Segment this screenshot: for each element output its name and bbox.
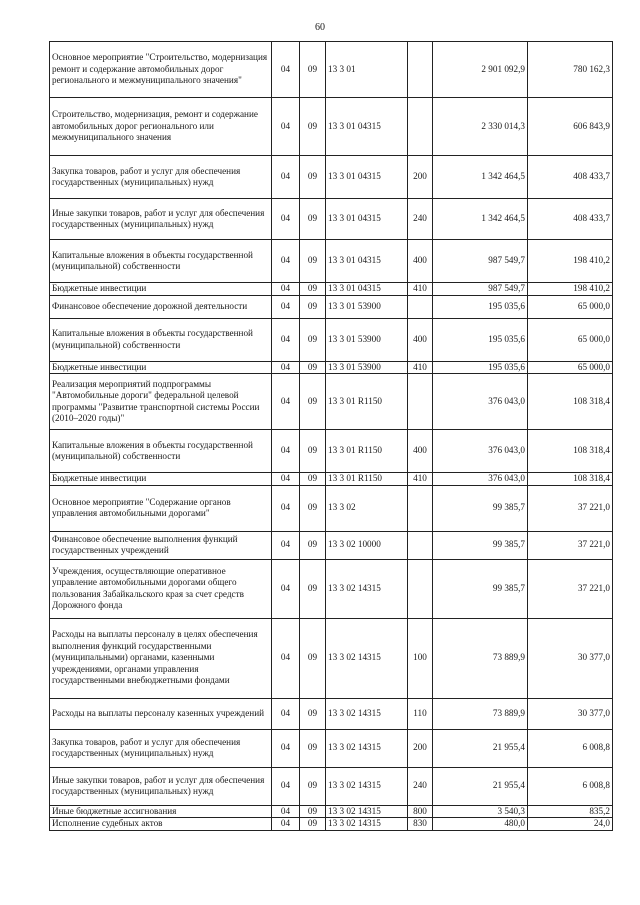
subsection-code: 09 [300, 818, 326, 831]
section-code: 04 [272, 199, 300, 240]
expense-type-code [408, 559, 433, 618]
expense-type-code: 200 [408, 156, 433, 199]
section-code: 04 [272, 295, 300, 318]
row-name: Бюджетные инвестиции [50, 361, 272, 374]
row-name: Основное мероприятие "Содержание органов управления автомобильными дорогами" [50, 485, 272, 531]
amount-executed: 37 221,0 [528, 559, 613, 618]
amount-executed: 606 843,9 [528, 98, 613, 156]
row-name: Закупка товаров, работ и услуг для обеспечения государственных (муниципальных) нужд [50, 156, 272, 199]
amount-executed: 65 000,0 [528, 361, 613, 374]
table-row [50, 767, 613, 805]
table-body [50, 42, 613, 831]
expense-type-code: 240 [408, 767, 433, 805]
subsection-code: 09 [300, 805, 326, 818]
amount-planned: 376 043,0 [433, 374, 528, 430]
expense-type-code [408, 98, 433, 156]
amount-planned: 2 901 092,9 [433, 42, 528, 98]
section-code: 04 [272, 98, 300, 156]
amount-planned: 195 035,6 [433, 295, 528, 318]
row-name: Учреждения, осуществляющие оперативное управление автомобильными дорогами общего пользования Забайкальского края за счет средств Дорожного фонда [50, 559, 272, 618]
amount-executed: 65 000,0 [528, 295, 613, 318]
row-name: Строительство, модернизация, ремонт и содержание автомобильных дорог регионального или межмуниципального значения [50, 98, 272, 156]
expense-type-code: 410 [408, 283, 433, 296]
subsection-code: 09 [300, 295, 326, 318]
table-row [50, 485, 613, 531]
table-row [50, 361, 613, 374]
subsection-code: 09 [300, 42, 326, 98]
row-name: Иные закупки товаров, работ и услуг для обеспечения государственных (муниципальных) нужд [50, 767, 272, 805]
table-row [50, 98, 613, 156]
table-row [50, 531, 613, 559]
target-article-code: 13 3 02 [326, 485, 408, 531]
row-name: Основное мероприятие "Строительство, модернизация ремонт и содержание автомобильных дорог регионального и межмуниципального значения" [50, 42, 272, 98]
table-row [50, 318, 613, 361]
subsection-code: 09 [300, 729, 326, 767]
table-row [50, 430, 613, 473]
row-name: Иные закупки товаров, работ и услуг для обеспечения государственных (муниципальных) нужд [50, 199, 272, 240]
target-article-code: 13 3 01 04315 [326, 98, 408, 156]
amount-planned: 73 889,9 [433, 698, 528, 729]
expense-type-code [408, 42, 433, 98]
amount-executed: 65 000,0 [528, 318, 613, 361]
section-code: 04 [272, 374, 300, 430]
target-article-code: 13 3 01 53900 [326, 295, 408, 318]
section-code: 04 [272, 531, 300, 559]
section-code: 04 [272, 485, 300, 531]
table-row [50, 618, 613, 698]
section-code: 04 [272, 361, 300, 374]
amount-planned: 99 385,7 [433, 531, 528, 559]
target-article-code: 13 3 01 53900 [326, 361, 408, 374]
amount-planned: 99 385,7 [433, 559, 528, 618]
section-code: 04 [272, 283, 300, 296]
amount-executed: 37 221,0 [528, 531, 613, 559]
amount-executed: 24,0 [528, 818, 613, 831]
expense-type-code: 240 [408, 199, 433, 240]
expense-type-code: 100 [408, 618, 433, 698]
amount-planned: 376 043,0 [433, 430, 528, 473]
section-code: 04 [272, 430, 300, 473]
row-name: Бюджетные инвестиции [50, 283, 272, 296]
table-row [50, 199, 613, 240]
target-article-code: 13 3 02 14315 [326, 559, 408, 618]
target-article-code: 13 3 02 14315 [326, 818, 408, 831]
section-code: 04 [272, 42, 300, 98]
expense-type-code: 410 [408, 473, 433, 486]
subsection-code: 09 [300, 374, 326, 430]
target-article-code: 13 3 01 R1150 [326, 374, 408, 430]
amount-executed: 408 433,7 [528, 156, 613, 199]
amount-executed: 6 008,8 [528, 767, 613, 805]
amount-planned: 195 035,6 [433, 318, 528, 361]
amount-planned: 987 549,7 [433, 283, 528, 296]
subsection-code: 09 [300, 240, 326, 283]
page-number: 60 [315, 22, 325, 33]
expense-type-code: 830 [408, 818, 433, 831]
target-article-code: 13 3 02 14315 [326, 805, 408, 818]
section-code: 04 [272, 318, 300, 361]
expense-type-code: 200 [408, 729, 433, 767]
amount-executed: 835,2 [528, 805, 613, 818]
amount-executed: 108 318,4 [528, 473, 613, 486]
amount-planned: 99 385,7 [433, 485, 528, 531]
row-name: Финансовое обеспечение дорожной деятельности [50, 295, 272, 318]
expense-type-code: 400 [408, 318, 433, 361]
table-row [50, 805, 613, 818]
amount-executed: 108 318,4 [528, 430, 613, 473]
target-article-code: 13 3 02 14315 [326, 729, 408, 767]
expense-type-code: 110 [408, 698, 433, 729]
target-article-code: 13 3 02 14315 [326, 618, 408, 698]
amount-executed: 37 221,0 [528, 485, 613, 531]
expense-type-code: 800 [408, 805, 433, 818]
target-article-code: 13 3 02 14315 [326, 698, 408, 729]
subsection-code: 09 [300, 698, 326, 729]
target-article-code: 13 3 01 04315 [326, 156, 408, 199]
expense-type-code [408, 485, 433, 531]
table-row [50, 698, 613, 729]
table-row [50, 729, 613, 767]
expense-type-code: 400 [408, 240, 433, 283]
target-article-code: 13 3 01 04315 [326, 240, 408, 283]
table-row [50, 283, 613, 296]
expense-type-code: 400 [408, 430, 433, 473]
subsection-code: 09 [300, 156, 326, 199]
table-row [50, 42, 613, 98]
budget-table [49, 41, 613, 831]
subsection-code: 09 [300, 618, 326, 698]
table-row [50, 559, 613, 618]
subsection-code: 09 [300, 485, 326, 531]
target-article-code: 13 3 01 R1150 [326, 430, 408, 473]
table-row [50, 295, 613, 318]
section-code: 04 [272, 618, 300, 698]
amount-planned: 1 342 464,5 [433, 156, 528, 199]
subsection-code: 09 [300, 559, 326, 618]
table-row [50, 240, 613, 283]
amount-planned: 1 342 464,5 [433, 199, 528, 240]
target-article-code: 13 3 01 04315 [326, 199, 408, 240]
table-row [50, 818, 613, 831]
amount-executed: 30 377,0 [528, 618, 613, 698]
row-name: Финансовое обеспечение выполнения функций государственных учреждений [50, 531, 272, 559]
subsection-code: 09 [300, 98, 326, 156]
subsection-code: 09 [300, 767, 326, 805]
amount-executed: 108 318,4 [528, 374, 613, 430]
amount-planned: 3 540,3 [433, 805, 528, 818]
target-article-code: 13 3 01 [326, 42, 408, 98]
amount-executed: 6 008,8 [528, 729, 613, 767]
amount-planned: 480,0 [433, 818, 528, 831]
subsection-code: 09 [300, 473, 326, 486]
subsection-code: 09 [300, 318, 326, 361]
amount-planned: 987 549,7 [433, 240, 528, 283]
row-name: Реализация мероприятий подпрограммы "Автомобильные дороги" федеральной целевой программы "Развитие транспортной системы России (2010–2020 годы)" [50, 374, 272, 430]
expense-type-code [408, 295, 433, 318]
target-article-code: 13 3 01 53900 [326, 318, 408, 361]
section-code: 04 [272, 818, 300, 831]
amount-executed: 198 410,2 [528, 283, 613, 296]
row-name: Бюджетные инвестиции [50, 473, 272, 486]
amount-executed: 30 377,0 [528, 698, 613, 729]
row-name: Капитальные вложения в объекты государственной (муниципальной) собственности [50, 430, 272, 473]
subsection-code: 09 [300, 199, 326, 240]
row-name: Капитальные вложения в объекты государственной (муниципальной) собственности [50, 318, 272, 361]
amount-planned: 73 889,9 [433, 618, 528, 698]
amount-executed: 408 433,7 [528, 199, 613, 240]
subsection-code: 09 [300, 531, 326, 559]
row-name: Закупка товаров, работ и услуг для обеспечения государственных (муниципальных) нужд [50, 729, 272, 767]
expense-type-code [408, 374, 433, 430]
subsection-code: 09 [300, 430, 326, 473]
target-article-code: 13 3 02 10000 [326, 531, 408, 559]
amount-planned: 195 035,6 [433, 361, 528, 374]
row-name: Капитальные вложения в объекты государственной (муниципальной) собственности [50, 240, 272, 283]
row-name: Иные бюджетные ассигнования [50, 805, 272, 818]
table-row [50, 156, 613, 199]
target-article-code: 13 3 01 04315 [326, 283, 408, 296]
section-code: 04 [272, 805, 300, 818]
amount-planned: 2 330 014,3 [433, 98, 528, 156]
section-code: 04 [272, 559, 300, 618]
section-code: 04 [272, 729, 300, 767]
row-name: Исполнение судебных актов [50, 818, 272, 831]
section-code: 04 [272, 767, 300, 805]
section-code: 04 [272, 473, 300, 486]
amount-planned: 376 043,0 [433, 473, 528, 486]
row-name: Расходы на выплаты персоналу в целях обеспечения выполнения функций государственными (муниципальными) органами, казенными учреждениями, органами управления государственными внебюджетными фондами [50, 618, 272, 698]
subsection-code: 09 [300, 361, 326, 374]
subsection-code: 09 [300, 283, 326, 296]
table-row [50, 473, 613, 486]
amount-executed: 780 162,3 [528, 42, 613, 98]
table-row [50, 374, 613, 430]
row-name: Расходы на выплаты персоналу казенных учреждений [50, 698, 272, 729]
target-article-code: 13 3 01 R1150 [326, 473, 408, 486]
amount-executed: 198 410,2 [528, 240, 613, 283]
amount-planned: 21 955,4 [433, 767, 528, 805]
expense-type-code [408, 531, 433, 559]
section-code: 04 [272, 156, 300, 199]
amount-planned: 21 955,4 [433, 729, 528, 767]
section-code: 04 [272, 240, 300, 283]
expense-type-code: 410 [408, 361, 433, 374]
section-code: 04 [272, 698, 300, 729]
target-article-code: 13 3 02 14315 [326, 767, 408, 805]
